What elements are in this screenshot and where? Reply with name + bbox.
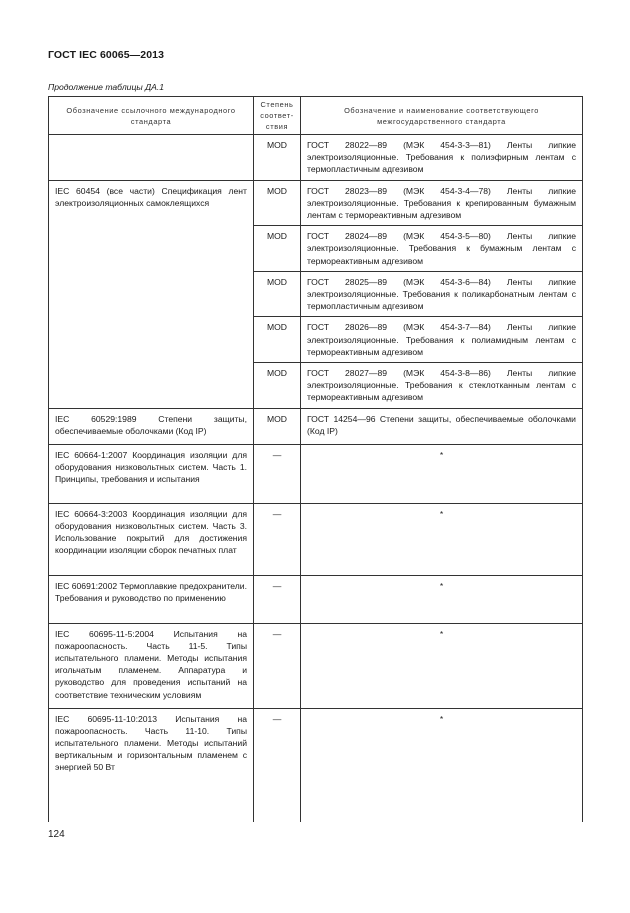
degree-cell: MOD bbox=[254, 226, 301, 272]
reference-cell: IEC 60695-11-10:2013 Испытания на пожароопасность. Часть 11-10. Типы испытательного пламени. Методы испытаний вертикальным и горизонтальным пламенем с энергией 50 Вт bbox=[49, 708, 254, 822]
column-header-interstate-standard: Обозначение и наименование соответствующего межгосударственного стандарта bbox=[301, 97, 583, 135]
table-row bbox=[49, 180, 583, 226]
degree-cell: — bbox=[254, 444, 301, 503]
table-row bbox=[49, 408, 583, 444]
table-header-row bbox=[49, 97, 583, 135]
standard-cell: ГОСТ 28026—89 (МЭК 454-3-7—84) Ленты липкие электроизоляционные. Требования к полиамидным лентам с термореактивным адгезивом bbox=[301, 317, 583, 363]
reference-cell bbox=[49, 271, 254, 317]
reference-cell bbox=[49, 317, 254, 363]
table-row bbox=[49, 623, 583, 708]
standard-cell: * bbox=[301, 444, 583, 503]
reference-cell: IEC 60695-11-5:2004 Испытания на пожароопасность. Часть 11-5. Типы испытательного пламени. Методы испытания игольчатым пламенем. Аппаратура и руководство для проведения испытаний на соответствие техническим условиям bbox=[49, 623, 254, 708]
standard-cell: * bbox=[301, 575, 583, 623]
table-row bbox=[49, 271, 583, 317]
standard-cell: * bbox=[301, 623, 583, 708]
column-header-degree: Степень соответ-ствия bbox=[254, 97, 301, 135]
page-number: 124 bbox=[48, 829, 65, 840]
degree-cell: MOD bbox=[254, 135, 301, 181]
degree-cell: — bbox=[254, 623, 301, 708]
standard-cell: * bbox=[301, 503, 583, 575]
column-header-reference: Обозначение ссылочного международного стандарта bbox=[49, 97, 254, 135]
standard-cell: ГОСТ 28025—89 (МЭК 454-3-6—84) Ленты липкие электроизоляционные. Требования к поликарбонатным лентам с термопластичным адгезивом bbox=[301, 271, 583, 317]
degree-cell: — bbox=[254, 708, 301, 822]
degree-cell: MOD bbox=[254, 317, 301, 363]
reference-cell: IEC 60691:2002 Термоплавкие предохранители. Требования и руководство по применению bbox=[49, 575, 254, 623]
degree-cell: — bbox=[254, 575, 301, 623]
table-row bbox=[49, 503, 583, 575]
reference-cell bbox=[49, 363, 254, 409]
table-row bbox=[49, 444, 583, 503]
reference-cell: IEC 60529:1989 Степени защиты, обеспечиваемые оболочками (Код IP) bbox=[49, 408, 254, 444]
reference-cell bbox=[49, 135, 254, 181]
degree-cell: MOD bbox=[254, 408, 301, 444]
standard-cell: ГОСТ 28023—89 (МЭК 454-3-4—78) Ленты липкие электроизоляционные. Требования к крепированным бумажным лентам с термореактивным адгезивом bbox=[301, 180, 583, 226]
table-caption: Продолжение таблицы ДА.1 bbox=[48, 82, 165, 92]
degree-cell: MOD bbox=[254, 180, 301, 226]
standard-cell: * bbox=[301, 708, 583, 822]
standard-cell: ГОСТ 28027—89 (МЭК 454-3-8—86) Ленты липкие электроизоляционные. Требования к стеклотканным лентам с термореактивным адгезивом bbox=[301, 363, 583, 409]
table-row bbox=[49, 135, 583, 181]
table-row bbox=[49, 317, 583, 363]
standard-cell: ГОСТ 28024—89 (МЭК 454-3-5—80) Ленты липкие электроизоляционные. Требования к бумажным лентам с термореактивным адгезивом bbox=[301, 226, 583, 272]
standards-table bbox=[48, 96, 583, 822]
degree-cell: MOD bbox=[254, 271, 301, 317]
reference-cell: IEC 60664-1:2007 Координация изоляции для оборудования низковольтных систем. Часть 1. Принципы, требования и испытания bbox=[49, 444, 254, 503]
document-header: ГОСТ IEC 60065—2013 bbox=[48, 49, 165, 61]
degree-cell: MOD bbox=[254, 363, 301, 409]
reference-cell: IEC 60454 (все части) Спецификация лент электроизоляционных самоклеящихся bbox=[49, 180, 254, 226]
standard-cell: ГОСТ 28022—89 (МЭК 454-3-3—81) Ленты липкие электроизоляционные. Требования к полиэфирным лентам с термопластичным адгезивом bbox=[301, 135, 583, 181]
standard-cell: ГОСТ 14254—96 Степени защиты, обеспечиваемые оболочками (Код IP) bbox=[301, 408, 583, 444]
table-row bbox=[49, 226, 583, 272]
reference-cell bbox=[49, 226, 254, 272]
table-row bbox=[49, 708, 583, 822]
table-row bbox=[49, 363, 583, 409]
table-row bbox=[49, 575, 583, 623]
reference-cell: IEC 60664-3:2003 Координация изоляции для оборудования низковольтных систем. Часть 3. Использование покрытий для достижения координации изоляции сборок печатных плат bbox=[49, 503, 254, 575]
degree-cell: — bbox=[254, 503, 301, 575]
